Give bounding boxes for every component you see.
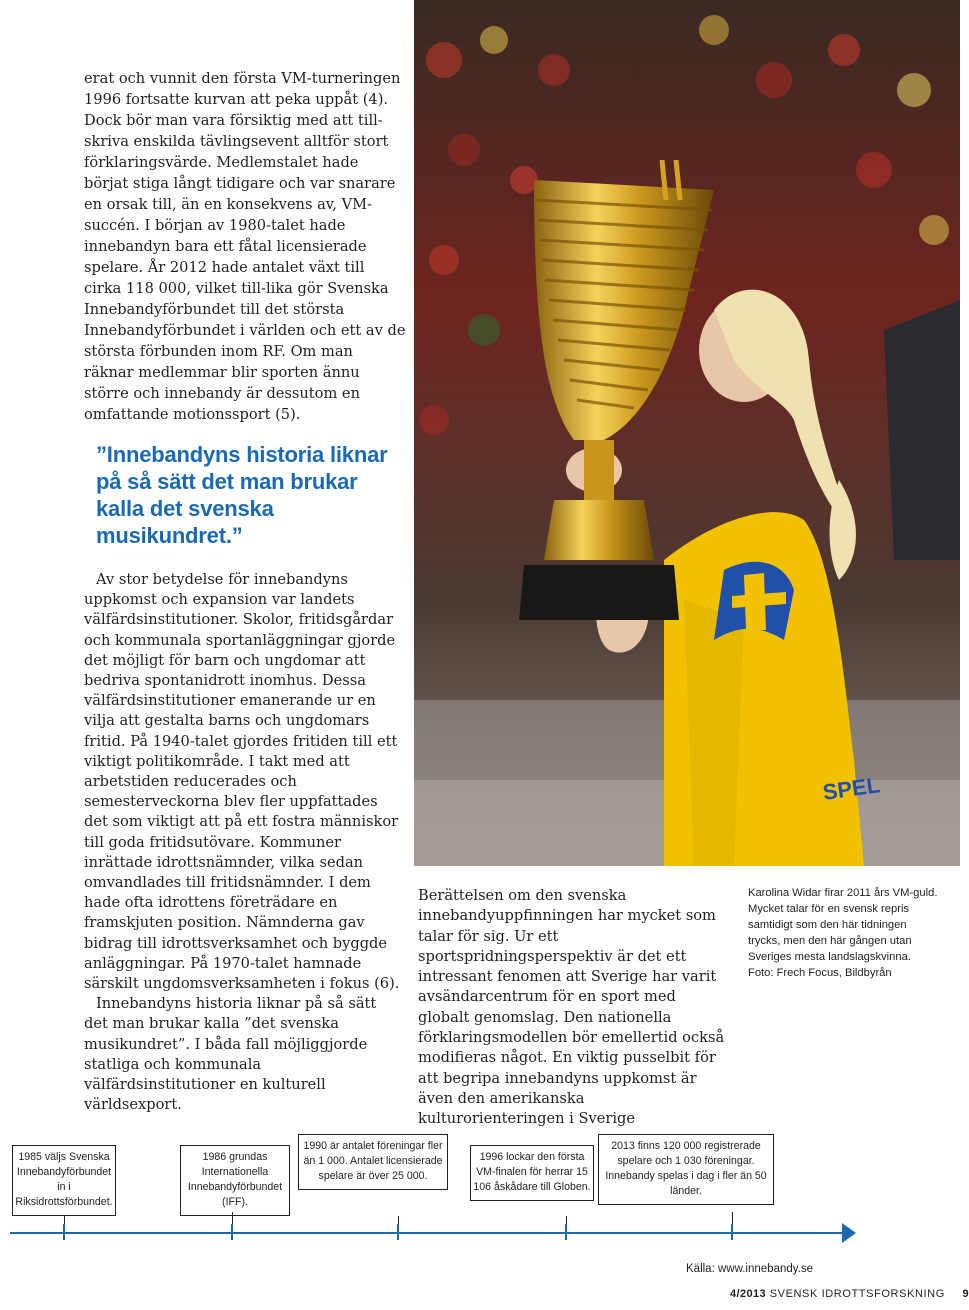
- timeline-source: Källa: www.innebandy.se: [686, 1263, 813, 1275]
- body-paragraph: erat och vunnit den första VM-turneringen 1996 fortsatte kurvan att peka uppåt (4). Dock bör man vara försiktig med att till-skriva enskilda tävlingsevent alltför stort förklaringsvärde. Medlemstalet hade börjat stiga långt tidigare och var snarare en orsak till, än en konsekvens av, VM-succén. I början av 1980-talet hade innebandyn bara ett fåtal licensierade spelare. År 2012 hade antalet växt till cirka 118 000, vilket till-lika gör Svenska Innebandyförbundet till det största Innebandyförbundet i världen och ett av de största förbunden inom RF. Om man räknar medlemmar blir sporten ännu större och innebandy är dessutom en omfattande motionssport (5).: [84, 70, 406, 423]
- body-text-column-right: [418, 886, 726, 1130]
- timeline-event: 1985 väljs Svenska Innebandyförbundet in i Riksidrottsförbundet.: [12, 1145, 116, 1216]
- timeline-axis: [10, 1232, 845, 1234]
- body-text-column-mid: [84, 570, 400, 1115]
- caption-text: Karolina Widar firar 2011 års VM-guld. Mycket talar för en svensk repris samtidigt som den här tidningen trycks, men den här gången utan Sveriges mesta landslagskvinna.: [748, 887, 938, 963]
- timeline-event: 1990 är antalet föreningar fler än 1 000. Antalet licensierade spelare är över 25 000.: [298, 1134, 448, 1190]
- timeline-event: 2013 finns 120 000 registrerade spelare och 1 030 föreningar. Innebandy spelas i dag i fler än 50 länder.: [598, 1134, 774, 1205]
- photo-caption: [748, 885, 938, 981]
- page-number: 9: [962, 1288, 969, 1300]
- timeline-arrow-icon: [842, 1223, 856, 1243]
- jersey-text: SPEL: [821, 772, 882, 805]
- timeline-tick: [565, 1224, 567, 1240]
- trophy-photo: [414, 0, 960, 866]
- timeline-tick: [231, 1224, 233, 1240]
- timeline-event: 1996 lockar den första VM-finalen för herrar 15 106 åskådare till Globen.: [470, 1145, 594, 1201]
- caption-credit: Foto: Frech Focus, Bildbyrån: [748, 967, 892, 979]
- timeline-tick: [63, 1224, 65, 1240]
- footer-journal: SVENSK IDROTTSFORSKNING: [769, 1288, 945, 1300]
- timeline-tick: [397, 1224, 399, 1240]
- page-footer: [730, 1288, 969, 1300]
- body-text-column-top: [84, 68, 406, 425]
- pull-quote: ”Innebandyns historia liknar på så sätt det man brukar kalla det svenska musikundret.”: [96, 442, 388, 548]
- body-paragraph: Innebandyns historia liknar på så sätt det man brukar kalla ”det svenska musikundret”. I båda fall möjliggjorde statliga och kommunala välfärdsinstitutioner en kulturell världsexport.: [84, 995, 377, 1114]
- body-paragraph: Av stor betydelse för innebandyns uppkomst och expansion var landets välfärdsinstitutioner. Skolor, fritidsgårdar och kommunala sportanläggningar gjorde det möjligt för barn och ungdomar att bedriva spontanidrott inomhus. Dessa välfärdsinstitutioner emanerande ur en vilja att gestalta barns och ungdomars fritid. På 1940-talet gjordes fritiden till ett viktigt politikområde. I takt med att arbetstiden reducerades och semesterveckorna blev fler uppfattades det som viktigt att på ett fostra människor till goda fritidsutövare. Kommuner inrättade idrottsnämnder, vilka sedan omvandlades till fritidsnämnder. I dem hade ofta idrottens företrädare en framskjuten position. Nämnderna gav bidrag till idrottsverksamhet och byggde anläggningar. På 1970-talet hamnade särskilt ungdomsverksamheten i fokus (6).: [84, 571, 400, 993]
- body-paragraph: Berättelsen om den svenska innebandyuppfinningen har mycket som talar för sig. Ur ett sportspridningsperspektiv är det ett intressant fenomen att Sverige har varit avsändarcentrum för en sport med globalt genomslag. Den nationella förklaringsmodellen bör emellertid också modifieras något. En viktig pusselbit för att begripa innebandyns uppkomst är även den amerikanska kulturorienteringen i Sverige: [418, 887, 725, 1128]
- timeline: [0, 1120, 960, 1300]
- timeline-event: 1986 grundas Internationella Innebandyförbundet (IFF).: [180, 1145, 290, 1216]
- timeline-tick: [731, 1224, 733, 1240]
- footer-issue: 4/2013: [730, 1288, 767, 1300]
- photo-illustration: [414, 0, 960, 866]
